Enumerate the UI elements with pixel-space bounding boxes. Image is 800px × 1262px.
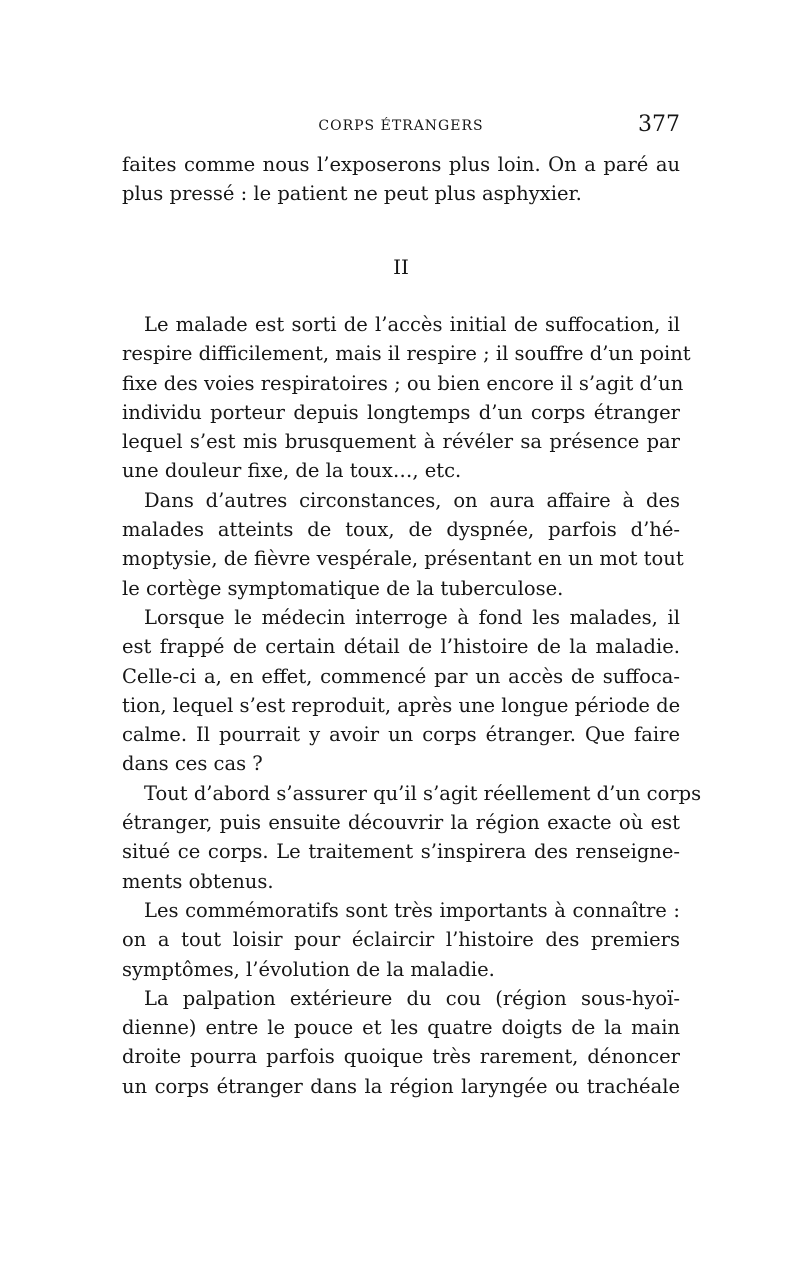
text-line: lequel s’est mis brusquement à révéler sa présence par bbox=[122, 430, 680, 454]
text-line: est frappé de certain détail de l’histoire de la maladie. bbox=[122, 635, 680, 659]
text-line: plus pressé : le patient ne peut plus asphyxier. bbox=[122, 182, 582, 206]
text-line: droite pourra parfois quoique très rarement, dénoncer bbox=[122, 1045, 680, 1069]
paragraph bbox=[122, 486, 684, 603]
paragraph bbox=[122, 603, 680, 779]
paragraph bbox=[122, 779, 702, 896]
text-line: respire difficilement, mais il respire ; il souffre d’un point bbox=[122, 342, 691, 366]
text-line: Tout d’abord s’assurer qu’il s’agit réellement d’un corps bbox=[144, 781, 702, 805]
text-line: individu porteur depuis longtemps d’un corps étranger bbox=[122, 400, 680, 424]
page-number: 377 bbox=[638, 112, 680, 137]
paragraph bbox=[122, 896, 680, 984]
text-line: Lorsque le médecin interroge à fond les malades, il bbox=[144, 605, 680, 629]
text-line: calme. Il pourrait y avoir un corps étranger. Que faire bbox=[122, 723, 680, 747]
text-line: Les commémoratifs sont très importants à connaître : bbox=[144, 898, 680, 922]
text-line: fixe des voies respiratoires ; ou bien encore il s’agit d’un bbox=[122, 371, 684, 395]
running-title: CORPS ÉTRANGERS bbox=[318, 118, 484, 134]
text-line: tion, lequel s’est reproduit, après une longue période de bbox=[122, 693, 681, 717]
paragraph bbox=[122, 984, 680, 1101]
text-line: dans ces cas ? bbox=[122, 752, 263, 776]
text-line: situé ce corps. Le traitement s’inspirera des renseigne- bbox=[122, 840, 680, 864]
body-text bbox=[122, 310, 702, 1101]
text-line: malades atteints de toux, de dyspnée, parfois d’hé- bbox=[122, 518, 680, 542]
paragraph bbox=[122, 310, 691, 486]
text-line: faites comme nous l’exposerons plus loin. On a paré au bbox=[122, 153, 680, 176]
running-head bbox=[122, 112, 680, 142]
text-line: dienne) entre le pouce et les quatre doigts de la main bbox=[122, 1016, 680, 1040]
text-line: Le malade est sorti de l’accès initial de suffocation, il bbox=[144, 313, 680, 336]
text-line: une douleur fixe, de la toux…, etc. bbox=[122, 459, 462, 483]
text-line: La palpation extérieure du cou (région sous-hyoï- bbox=[144, 986, 680, 1010]
text-line: moptysie, de fièvre vespérale, présentant en un mot tout bbox=[122, 547, 684, 571]
text-line: un corps étranger dans la région laryngée ou trachéale bbox=[122, 1074, 680, 1098]
text-line: symptômes, l’évolution de la maladie. bbox=[122, 957, 495, 981]
text-line: Celle-ci a, en effet, commencé par un accès de suffoca- bbox=[122, 664, 680, 688]
section-heading: II bbox=[393, 255, 409, 279]
text-line: ments obtenus. bbox=[122, 869, 274, 893]
text-line: on a tout loisir pour éclaircir l’histoire des premiers bbox=[122, 928, 680, 952]
text-line: Dans d’autres circonstances, on aura affaire à des bbox=[144, 488, 680, 512]
intro-paragraph bbox=[122, 150, 680, 209]
text-line: le cortège symptomatique de la tuberculose. bbox=[122, 576, 564, 600]
text-line: étranger, puis ensuite découvrir la région exacte où est bbox=[122, 811, 680, 835]
